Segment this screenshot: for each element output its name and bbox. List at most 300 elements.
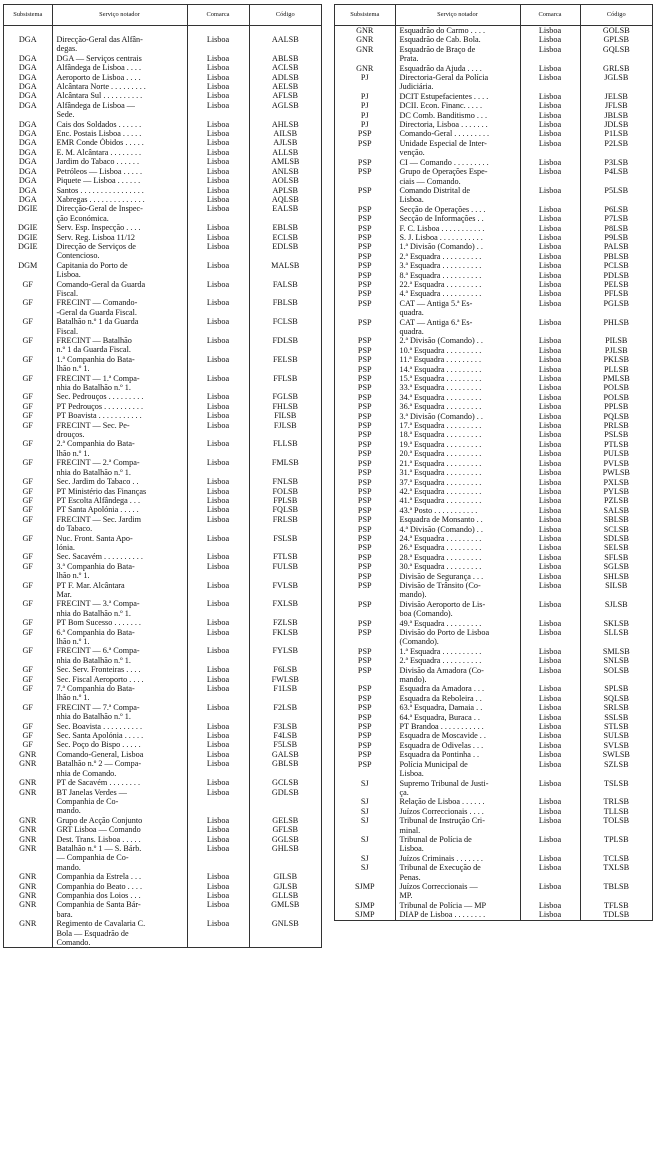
servico-cell: Supremo Tribunal de Justi- ça. [395,779,520,798]
table-row [335,807,652,816]
table-row [335,129,652,138]
comarca-cell: Lisboa [187,242,249,261]
subsistema-cell: DGA [18,53,37,63]
comarca-cell: Lisboa [520,73,580,92]
servico-cell: Juízos Correccionais . . . . [395,807,520,816]
servico-cell: 10.ª Esquadra . . . . . . . . . [395,346,520,355]
servico-cell: 3.ª Esquadra . . . . . . . . . . [395,261,520,270]
comarca-cell: Lisboa [520,600,580,619]
codigo-cell: JDLSB [580,120,652,129]
subsistema-cell: GF [22,317,33,327]
table-row [335,525,652,534]
comarca-cell: Lisboa [187,628,249,647]
table-row [4,176,321,185]
codigo-cell: SCLSB [580,525,652,534]
subsistema-cell: PSP [357,270,372,280]
table-row [335,186,652,205]
table-row [335,355,652,364]
table-row [335,430,652,439]
table-row [4,788,321,816]
subsistema-cell: PSP [357,722,372,732]
servico-cell: Sec. Serv. Fronteiras . . . . [52,665,187,674]
servico-cell: Esquadra de Monsanto . . [395,515,520,524]
codigo-cell: SKLSB [580,619,652,628]
table-row [335,656,652,665]
comarca-cell: Lisboa [520,346,580,355]
codigo-cell: SHLSB [580,572,652,581]
codigo-cell: FVLSB [249,581,321,600]
subsistema-cell: SJ [360,863,369,873]
comarca-cell: Lisboa [520,129,580,138]
header-subsistema: Subsistema [335,5,395,26]
subsistema-cell: PSP [357,317,372,327]
servico-cell: Divisão Aeroporto de Lis- boa (Comando). [395,600,520,619]
subsistema-cell: GNR [19,834,37,844]
subsistema-cell: DGA [18,129,37,139]
subsistema-cell: PSP [357,693,372,703]
codigo-cell: ABLSB [249,54,321,63]
table-row [335,468,652,477]
comarca-cell: Lisboa [520,760,580,779]
subsistema-cell: GNR [19,843,37,853]
servico-cell: Jardim do Tabaco . . . . . . [52,157,187,166]
subsistema-cell: GF [22,336,33,345]
subsistema-cell: GNR [19,872,37,882]
subsistema-cell: PSP [357,421,372,431]
servico-cell: 28.ª Esquadra . . . . . . . . . [395,553,520,562]
servico-cell: Batalhão n.º 1 — S. Bárb. — Companhia de Co- mando. [52,844,187,872]
codigo-cell: FBLSB [249,298,321,317]
subsistema-cell: GF [22,627,33,637]
comarca-cell: Lisboa [187,816,249,825]
codigo-cell: EALSB [249,204,321,223]
servico-cell: Direcção-Geral das Alfân- degas. [52,35,187,54]
subsistema-cell: SJ [360,834,369,844]
table-row [4,261,321,280]
codigo-cell: AHLSB [249,120,321,129]
comarca-cell: Lisboa [520,581,580,600]
servico-cell: 1.ª Divisão (Comando) . . [395,242,520,251]
comarca-cell: Lisboa [520,628,580,647]
table-row [335,45,652,64]
subsistema-cell: DGA [18,63,37,73]
servico-cell: FRECINT — 1.ª Compa- nhia do Batalhão n.º 1. [52,374,187,393]
subsistema-cell: PSP [357,571,372,581]
subsistema-cell: PSP [357,552,372,562]
spacer-row [4,26,321,36]
comarca-cell: Lisboa [187,63,249,72]
servico-cell: Esquadrão de Braço de Prata. [395,45,520,64]
table-row [335,64,652,73]
comarca-cell: Lisboa [520,816,580,835]
servico-cell: Cais dos Soldados . . . . . . [52,120,187,129]
subsistema-cell: SJ [360,778,369,788]
codigo-cell: SULSB [580,731,652,740]
codigo-cell: F3LSB [249,722,321,731]
table-row [4,618,321,627]
subsistema-cell: GF [22,477,33,487]
servico-cell: Polícia Municipal de Lisboa. [395,760,520,779]
codigo-cell: SJLSB [580,600,652,619]
codigo-cell: PZLSB [580,496,652,505]
subsistema-cell: PSP [357,374,372,384]
codigo-cell: GELSB [249,816,321,825]
codigo-cell: FQLSB [249,505,321,514]
codigo-cell: SMLSB [580,647,652,656]
subsistema-cell: GF [22,561,33,571]
servico-cell: Alfândega de Lisboa — Sede. [52,101,187,120]
servico-cell: Grupo de Acção Conjunto [52,816,187,825]
comarca-cell: Lisboa [187,740,249,749]
comarca-cell: Lisboa [187,233,249,242]
subsistema-cell: DGA [18,157,37,167]
comarca-cell: Lisboa [520,242,580,251]
table-row [4,458,321,477]
servico-cell: Sec. Santa Apolónia . . . . . [52,731,187,740]
servico-cell: 49.ª Esquadra . . . . . . . . . [395,619,520,628]
subsistema-cell: PSP [357,383,372,393]
subsistema-cell: PJ [360,120,369,130]
subsistema-cell: GF [22,514,33,524]
servico-cell: Esquadrão de Cab. Bola. [395,35,520,44]
codigo-cell: GCLSB [249,778,321,787]
subsistema-cell: SJMP [354,910,375,920]
subsistema-cell: GF [22,618,33,628]
servico-cell: 14.ª Esquadra . . . . . . . . . [395,365,520,374]
comarca-cell: Lisboa [520,449,580,458]
table-row [335,252,652,261]
left-table [4,5,321,947]
codigo-cell: SDLSB [580,534,652,543]
servico-cell: 6.ª Companhia do Bata- lhão n.º 1. [52,628,187,647]
servico-cell: DCII. Econ. Financ. . . . . [395,101,520,110]
table-row [335,882,652,901]
subsistema-cell: GNR [356,63,374,73]
subsistema-cell: DGA [18,166,37,176]
codigo-cell: SELSB [580,543,652,552]
comarca-cell: Lisboa [520,797,580,806]
comarca-cell: Lisboa [187,675,249,684]
codigo-cell: P2LSB [580,139,652,158]
subsistema-cell: DGA [18,82,37,92]
servico-cell: 36.ª Esquadra . . . . . . . . . [395,402,520,411]
table-row [4,157,321,166]
codigo-cell: APLSB [249,186,321,195]
comarca-cell: Lisboa [187,73,249,82]
right-table [335,5,652,920]
codigo-cell: TOLSB [580,816,652,835]
servico-cell: Tribunal de Polícia de Lisboa. [395,835,520,854]
comarca-cell: Lisboa [187,825,249,834]
comarca-cell: Lisboa [520,741,580,750]
codigo-cell: FNLSB [249,477,321,486]
table-row [4,242,321,261]
comarca-cell: Lisboa [520,45,580,64]
codigo-cell: FFLSB [249,374,321,393]
subsistema-cell: GF [22,401,33,411]
servico-cell: 41.ª Esquadra . . . . . . . . . [395,496,520,505]
codigo-cell: JELSB [580,92,652,101]
comarca-cell: Lisboa [520,158,580,167]
comarca-cell: Lisboa [520,722,580,731]
subsistema-cell: DGA [18,91,37,101]
codigo-cell: PULSB [580,449,652,458]
servico-cell: Alcântara Norte . . . . . . . . . [52,82,187,91]
servico-cell: PT Pedrouços . . . . . . . . . . [52,402,187,411]
table-row [335,26,652,36]
subsistema-cell: PSP [357,392,372,402]
header-subsistema: Subsistema [4,5,52,26]
servico-cell: 2.ª Esquadra . . . . . . . . . . [395,656,520,665]
codigo-cell: P7LSB [580,214,652,223]
servico-cell: Esquadrão da Ajuda . . . . [395,64,520,73]
comarca-cell: Lisboa [187,703,249,722]
comarca-cell: Lisboa [187,515,249,534]
comarca-cell: Lisboa [520,261,580,270]
codigo-cell: SBLSB [580,515,652,524]
comarca-cell: Lisboa [187,439,249,458]
subsistema-cell: GNR [19,815,37,825]
subsistema-cell: SJ [360,816,369,826]
table-row [335,750,652,759]
comarca-cell: Lisboa [520,713,580,722]
servico-cell: 43.ª Posto . . . . . . . . . . . [395,506,520,515]
subsistema-cell: GNR [19,787,37,797]
servico-cell: Companhia de Santa Bár- bara. [52,900,187,919]
servico-cell: PT Brandoa . . . . . . . . . . . [395,722,520,731]
servico-cell: 22.ª Esquadra . . . . . . . . . [395,280,520,289]
subsistema-cell: PJ [360,110,369,120]
comarca-cell: Lisboa [187,496,249,505]
comarca-cell: Lisboa [187,552,249,561]
servico-cell: Grupo de Operações Espe- ciais — Comando. [395,167,520,186]
subsistema-cell: PSP [357,533,372,543]
subsistema-cell: GF [22,721,33,731]
subsistema-cell: PSP [357,524,372,534]
codigo-cell: PDLSB [580,271,652,280]
table-row [4,421,321,440]
subsistema-cell: PSP [357,449,372,459]
comarca-cell: Lisboa [187,646,249,665]
table-row [4,872,321,881]
right-table-body [335,26,652,920]
table-row [335,487,652,496]
subsistema-cell: PSP [357,439,372,449]
comarca-cell: Lisboa [520,280,580,289]
table-row [4,759,321,778]
servico-cell: 4.ª Esquadra . . . . . . . . . . [395,289,520,298]
subsistema-cell: GF [22,665,33,675]
comarca-cell: Lisboa [187,120,249,129]
servico-cell: Regimento de Cavalaria C. Bola — Esquadrão de Comando. [52,919,187,947]
table-row [4,891,321,900]
subsistema-cell: PSP [357,345,372,355]
codigo-cell: P1LSB [580,129,652,138]
comarca-cell: Lisboa [520,365,580,374]
servico-cell: Divisão da Amadora (Co- mando). [395,666,520,685]
servico-cell: 37.ª Esquadra . . . . . . . . . [395,478,520,487]
subsistema-cell: GNR [19,881,37,891]
codigo-cell: SGLSB [580,562,652,571]
comarca-cell: Lisboa [520,863,580,882]
servico-cell: Secção de Operações . . . . [395,205,520,214]
subsistema-cell: DGA [18,194,37,204]
codigo-cell: PRLSB [580,421,652,430]
servico-cell: 3.ª Divisão (Comando) . . [395,412,520,421]
codigo-cell: SILSB [580,581,652,600]
codigo-cell: TDLSB [580,910,652,919]
servico-cell: 34.ª Esquadra . . . . . . . . . [395,393,520,402]
codigo-cell: AJLSB [249,138,321,147]
servico-cell: PT Ministério das Finanças [52,487,187,496]
codigo-cell: AGLSB [249,101,321,120]
table-row [4,722,321,731]
servico-cell: Direcção-Geral de Inspec- ção Económica. [52,204,187,223]
table-row [335,835,652,854]
subsistema-cell: GF [22,373,33,383]
codigo-cell: P4LSB [580,167,652,186]
codigo-cell: GPLSB [580,35,652,44]
codigo-cell: TXLSB [580,863,652,882]
comarca-cell: Lisboa [520,318,580,337]
comarca-cell: Lisboa [187,129,249,138]
codigo-cell: GJLSB [249,882,321,891]
comarca-cell: Lisboa [520,64,580,73]
table-row [335,506,652,515]
comarca-cell: Lisboa [520,496,580,505]
table-row [335,214,652,223]
subsistema-cell: GF [22,533,33,543]
servico-cell: 17.ª Esquadra . . . . . . . . . [395,421,520,430]
codigo-cell: FWLSB [249,675,321,684]
subsistema-cell: PSP [357,204,372,214]
comarca-cell: Lisboa [520,478,580,487]
subsistema-cell: PSP [357,185,372,195]
table-row [4,138,321,147]
comarca-cell: Lisboa [187,759,249,778]
subsistema-cell: DGIE [17,204,38,214]
servico-cell: DC Comb. Banditismo . . . [395,111,520,120]
comarca-cell: Lisboa [520,92,580,101]
comarca-cell: Lisboa [520,468,580,477]
table-row [4,195,321,204]
servico-cell: FRECINT — 7.ª Compa- nhia do Batalhão n.º 1. [52,703,187,722]
table-row [4,515,321,534]
servico-cell: 26.ª Esquadra . . . . . . . . . [395,543,520,552]
header-codigo: Código [580,5,652,26]
codigo-cell: SWLSB [580,750,652,759]
subsistema-cell: PSP [357,496,372,506]
table-row [4,882,321,891]
table-row [4,101,321,120]
table-row [4,233,321,242]
servico-cell: E. M. Alcântara . . . . . . . . [52,148,187,157]
table-row [335,374,652,383]
comarca-cell: Lisboa [520,224,580,233]
table-row [335,459,652,468]
servico-cell: FRECINT — 3.ª Compa- nhia do Batalhão n.º 1. [52,599,187,618]
table-row [335,233,652,242]
table-row [335,741,652,750]
servico-cell: 18.ª Esquadra . . . . . . . . . [395,430,520,439]
subsistema-cell: PSP [357,712,372,722]
comarca-cell: Lisboa [187,477,249,486]
table-row [335,393,652,402]
subsistema-cell: SJMP [354,900,375,910]
comarca-cell: Lisboa [520,233,580,242]
comarca-cell: Lisboa [520,487,580,496]
comarca-cell: Lisboa [520,684,580,693]
subsistema-cell: DGA [18,176,37,186]
table-row [4,204,321,223]
subsistema-cell: GF [22,495,33,505]
comarca-cell: Lisboa [187,722,249,731]
subsistema-cell: PJ [360,101,369,111]
subsistema-cell: PSP [357,468,372,478]
table-row [335,619,652,628]
subsistema-cell: PSP [357,232,372,242]
table-row [335,111,652,120]
subsistema-cell: GNR [19,759,37,769]
servico-cell: Esquadra de Odivelas . . . [395,741,520,750]
table-row [335,553,652,562]
servico-cell: Directoria-Geral da Polícia Judiciária. [395,73,520,92]
table-row [335,703,652,712]
subsistema-cell: GF [22,702,33,712]
table-row [4,731,321,740]
servico-cell: Divisão do Porto de Lisboa (Comando). [395,628,520,647]
subsistema-cell: PSP [357,580,372,590]
table-row [4,82,321,91]
codigo-cell: PPLSB [580,402,652,411]
table-row [335,224,652,233]
codigo-cell: PSLSB [580,430,652,439]
subsistema-cell: DGA [18,138,37,148]
servico-cell: PT Bom Sucesso . . . . . . . [52,618,187,627]
subsistema-cell: PSP [357,486,372,496]
comarca-cell: Lisboa [187,148,249,157]
table-row [335,600,652,619]
header-servico: Serviço notador [395,5,520,26]
servico-cell: FRECINT — Comando- -Geral da Guarda Fiscal. [52,298,187,317]
table-row [4,223,321,232]
codigo-cell: PHLSB [580,318,652,337]
codigo-cell: F4LSB [249,731,321,740]
comarca-cell: Lisboa [187,750,249,759]
servico-cell: Nuc. Front. Santa Apo- lónia. [52,534,187,553]
table-row [335,346,652,355]
servico-cell: Capitania do Porto de Lisboa. [52,261,187,280]
codigo-cell: PVLSB [580,459,652,468]
servico-cell: Companhia do Beato . . . . [52,882,187,891]
comarca-cell: Lisboa [187,195,249,204]
table-row [335,863,652,882]
servico-cell: PT Escolta Alfândega . . . [52,496,187,505]
codigo-cell: FOLSB [249,487,321,496]
table-row [335,581,652,600]
subsistema-cell: SJ [360,797,369,807]
codigo-cell: SLLSB [580,628,652,647]
table-row [4,280,321,299]
table-row [335,713,652,722]
table-row [4,816,321,825]
table-row [335,280,652,289]
table-row [4,534,321,553]
servico-cell: 8.ª Esquadra . . . . . . . . . . [395,271,520,280]
table-row [335,854,652,863]
table-row [4,562,321,581]
subsistema-cell: GF [22,392,33,402]
